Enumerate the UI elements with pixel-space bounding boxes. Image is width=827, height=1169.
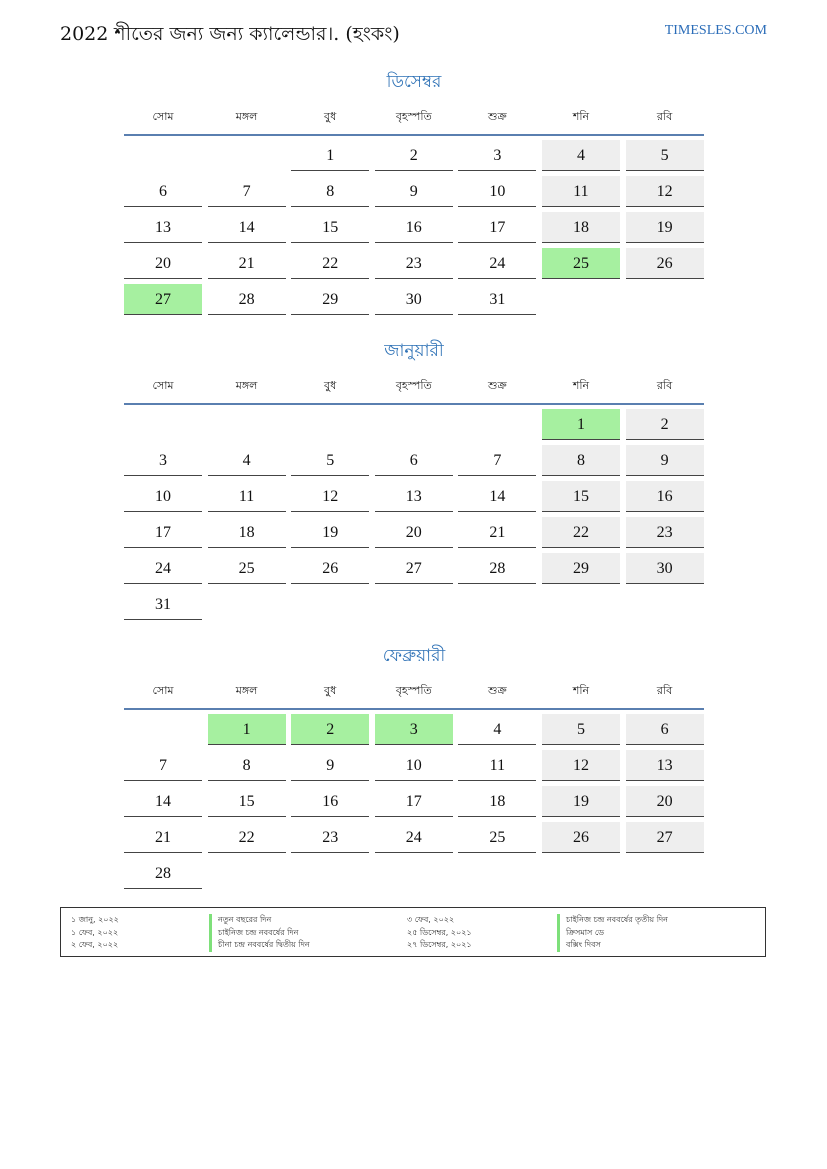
- day-cell-31: 31: [458, 284, 536, 315]
- day-cell-22: 22: [208, 822, 286, 853]
- weekday-wed: বুধ: [324, 379, 337, 392]
- weekday-sat: শনি: [572, 684, 590, 697]
- day-cell-5: 5: [542, 714, 620, 745]
- legend-date: ২৭ ডিসেম্বর, ২০২১: [407, 940, 472, 949]
- holiday-legend: [60, 907, 766, 957]
- day-cell-25: 25: [208, 553, 286, 584]
- day-grid: [124, 140, 704, 315]
- day-cell-28: 28: [124, 858, 202, 889]
- weekday-sat: শনি: [572, 379, 590, 392]
- day-cell-26: 26: [626, 248, 704, 279]
- legend-names-left: [209, 914, 310, 952]
- day-cell-23: 23: [291, 822, 369, 853]
- empty-cell: [291, 409, 369, 440]
- weekday-wed: বুধ: [324, 684, 337, 697]
- day-cell-18: 18: [542, 212, 620, 243]
- day-cell-30: 30: [375, 284, 453, 315]
- weekday-fri: শুক্র: [488, 684, 507, 697]
- weekday-header: [124, 682, 704, 700]
- month-title: ফেব্রুয়ারী: [382, 646, 446, 666]
- day-cell-1: 1: [542, 409, 620, 440]
- day-cell-26: 26: [542, 822, 620, 853]
- day-cell-4: 4: [458, 714, 536, 745]
- day-cell-23: 23: [626, 517, 704, 548]
- day-cell-16: 16: [291, 786, 369, 817]
- day-cell-19: 19: [542, 786, 620, 817]
- day-cell-2: 2: [626, 409, 704, 440]
- weekday-fri: শুক্র: [488, 379, 507, 392]
- day-cell-24: 24: [375, 822, 453, 853]
- day-cell-14: 14: [208, 212, 286, 243]
- weekday-header: [124, 377, 704, 395]
- page-title: 2022 শীতের জন্য জন্য ক্যালেন্ডার।. (হংকং): [60, 23, 400, 45]
- weekday-tue: মঙ্গল: [235, 379, 258, 392]
- month-title: জানুয়ারী: [384, 341, 444, 361]
- day-cell-1: 1: [208, 714, 286, 745]
- day-cell-15: 15: [208, 786, 286, 817]
- day-cell-21: 21: [208, 248, 286, 279]
- day-cell-7: 7: [124, 750, 202, 781]
- empty-cell: [208, 140, 286, 171]
- empty-cell: [124, 409, 202, 440]
- day-cell-26: 26: [291, 553, 369, 584]
- legend-date: ৩ ফেব, ২০২২: [407, 915, 455, 924]
- divider: [124, 403, 704, 405]
- legend-date: ২ ফেব, ২০২২: [71, 940, 119, 949]
- day-cell-29: 29: [542, 553, 620, 584]
- day-cell-13: 13: [626, 750, 704, 781]
- day-cell-20: 20: [124, 248, 202, 279]
- day-cell-20: 20: [375, 517, 453, 548]
- day-cell-10: 10: [375, 750, 453, 781]
- day-cell-3: 3: [375, 714, 453, 745]
- legend-dates-left: [71, 914, 119, 952]
- day-cell-6: 6: [375, 445, 453, 476]
- day-cell-19: 19: [626, 212, 704, 243]
- month-block-february: [124, 644, 704, 889]
- day-cell-24: 24: [458, 248, 536, 279]
- weekday-sun: রবি: [656, 379, 673, 392]
- day-cell-6: 6: [124, 176, 202, 207]
- weekday-thu: বৃহস্পতি: [395, 110, 432, 123]
- weekday-fri: শুক্র: [488, 110, 507, 123]
- day-cell-17: 17: [458, 212, 536, 243]
- weekday-sat: শনি: [572, 110, 590, 123]
- month-block-december: [124, 70, 704, 315]
- day-cell-18: 18: [458, 786, 536, 817]
- day-cell-2: 2: [375, 140, 453, 171]
- weekday-sun: রবি: [656, 110, 673, 123]
- legend-holiday-name: নতুন বছরের দিন: [209, 914, 310, 927]
- day-cell-13: 13: [375, 481, 453, 512]
- month-block-january: [124, 339, 704, 620]
- weekday-header: [124, 108, 704, 126]
- day-cell-12: 12: [626, 176, 704, 207]
- legend-holiday-name: বক্সিং দিবস: [557, 939, 668, 952]
- day-cell-31: 31: [124, 589, 202, 620]
- weekday-tue: মঙ্গল: [235, 684, 258, 697]
- day-cell-15: 15: [542, 481, 620, 512]
- day-cell-3: 3: [124, 445, 202, 476]
- day-cell-17: 17: [375, 786, 453, 817]
- day-cell-14: 14: [458, 481, 536, 512]
- day-cell-9: 9: [626, 445, 704, 476]
- day-cell-18: 18: [208, 517, 286, 548]
- day-cell-24: 24: [124, 553, 202, 584]
- day-cell-25: 25: [542, 248, 620, 279]
- day-cell-11: 11: [458, 750, 536, 781]
- day-cell-12: 12: [291, 481, 369, 512]
- day-cell-11: 11: [208, 481, 286, 512]
- day-grid: [124, 714, 704, 889]
- weekday-tue: মঙ্গল: [235, 110, 258, 123]
- day-cell-17: 17: [124, 517, 202, 548]
- day-cell-5: 5: [626, 140, 704, 171]
- day-cell-19: 19: [291, 517, 369, 548]
- legend-holiday-name: ক্রিসমাস ডে: [557, 927, 668, 940]
- day-cell-2: 2: [291, 714, 369, 745]
- day-cell-7: 7: [208, 176, 286, 207]
- day-cell-12: 12: [542, 750, 620, 781]
- legend-dates-right: [407, 914, 472, 952]
- day-cell-15: 15: [291, 212, 369, 243]
- day-cell-22: 22: [542, 517, 620, 548]
- empty-cell: [375, 409, 453, 440]
- day-cell-6: 6: [626, 714, 704, 745]
- day-cell-21: 21: [458, 517, 536, 548]
- weekday-wed: বুধ: [324, 110, 337, 123]
- day-cell-3: 3: [458, 140, 536, 171]
- weekday-thu: বৃহস্পতি: [395, 379, 432, 392]
- weekday-mon: সোম: [152, 110, 174, 123]
- day-cell-16: 16: [375, 212, 453, 243]
- day-cell-1: 1: [291, 140, 369, 171]
- day-cell-8: 8: [542, 445, 620, 476]
- site-link[interactable]: TIMESLES.COM: [664, 23, 767, 38]
- day-cell-9: 9: [375, 176, 453, 207]
- day-cell-11: 11: [542, 176, 620, 207]
- day-cell-27: 27: [124, 284, 202, 315]
- month-title: ডিসেম্বর: [386, 72, 442, 92]
- day-cell-30: 30: [626, 553, 704, 584]
- day-cell-4: 4: [542, 140, 620, 171]
- empty-cell: [124, 140, 202, 171]
- day-cell-8: 8: [208, 750, 286, 781]
- day-cell-5: 5: [291, 445, 369, 476]
- day-cell-28: 28: [458, 553, 536, 584]
- legend-holiday-name: চাইনিজ চন্দ্র নববর্ষের দিন: [209, 927, 310, 940]
- day-cell-10: 10: [124, 481, 202, 512]
- day-cell-29: 29: [291, 284, 369, 315]
- day-cell-23: 23: [375, 248, 453, 279]
- legend-holiday-name: চাইনিজ চন্দ্র নববর্ষের তৃতীয় দিন: [557, 914, 668, 927]
- day-cell-20: 20: [626, 786, 704, 817]
- day-cell-13: 13: [124, 212, 202, 243]
- divider: [124, 708, 704, 710]
- day-cell-7: 7: [458, 445, 536, 476]
- day-cell-21: 21: [124, 822, 202, 853]
- day-cell-27: 27: [626, 822, 704, 853]
- day-cell-16: 16: [626, 481, 704, 512]
- day-cell-25: 25: [458, 822, 536, 853]
- day-cell-4: 4: [208, 445, 286, 476]
- empty-cell: [124, 714, 202, 745]
- weekday-sun: রবি: [656, 684, 673, 697]
- weekday-mon: সোম: [152, 684, 174, 697]
- legend-holiday-name: চীনা চন্দ্র নববর্ষের দ্বিতীয় দিন: [209, 939, 310, 952]
- day-cell-22: 22: [291, 248, 369, 279]
- empty-cell: [458, 409, 536, 440]
- empty-cell: [208, 409, 286, 440]
- weekday-mon: সোম: [152, 379, 174, 392]
- legend-date: ১ জানু, ২০২২: [71, 915, 119, 924]
- day-cell-27: 27: [375, 553, 453, 584]
- day-cell-14: 14: [124, 786, 202, 817]
- divider: [124, 134, 704, 136]
- legend-names-right: [557, 914, 668, 952]
- legend-date: ২৫ ডিসেম্বর, ২০২১: [407, 927, 472, 937]
- day-cell-8: 8: [291, 176, 369, 207]
- weekday-thu: বৃহস্পতি: [395, 684, 432, 697]
- day-grid: [124, 409, 704, 620]
- day-cell-9: 9: [291, 750, 369, 781]
- day-cell-28: 28: [208, 284, 286, 315]
- day-cell-10: 10: [458, 176, 536, 207]
- legend-date: ১ ফেব, ২০২২: [71, 927, 119, 937]
